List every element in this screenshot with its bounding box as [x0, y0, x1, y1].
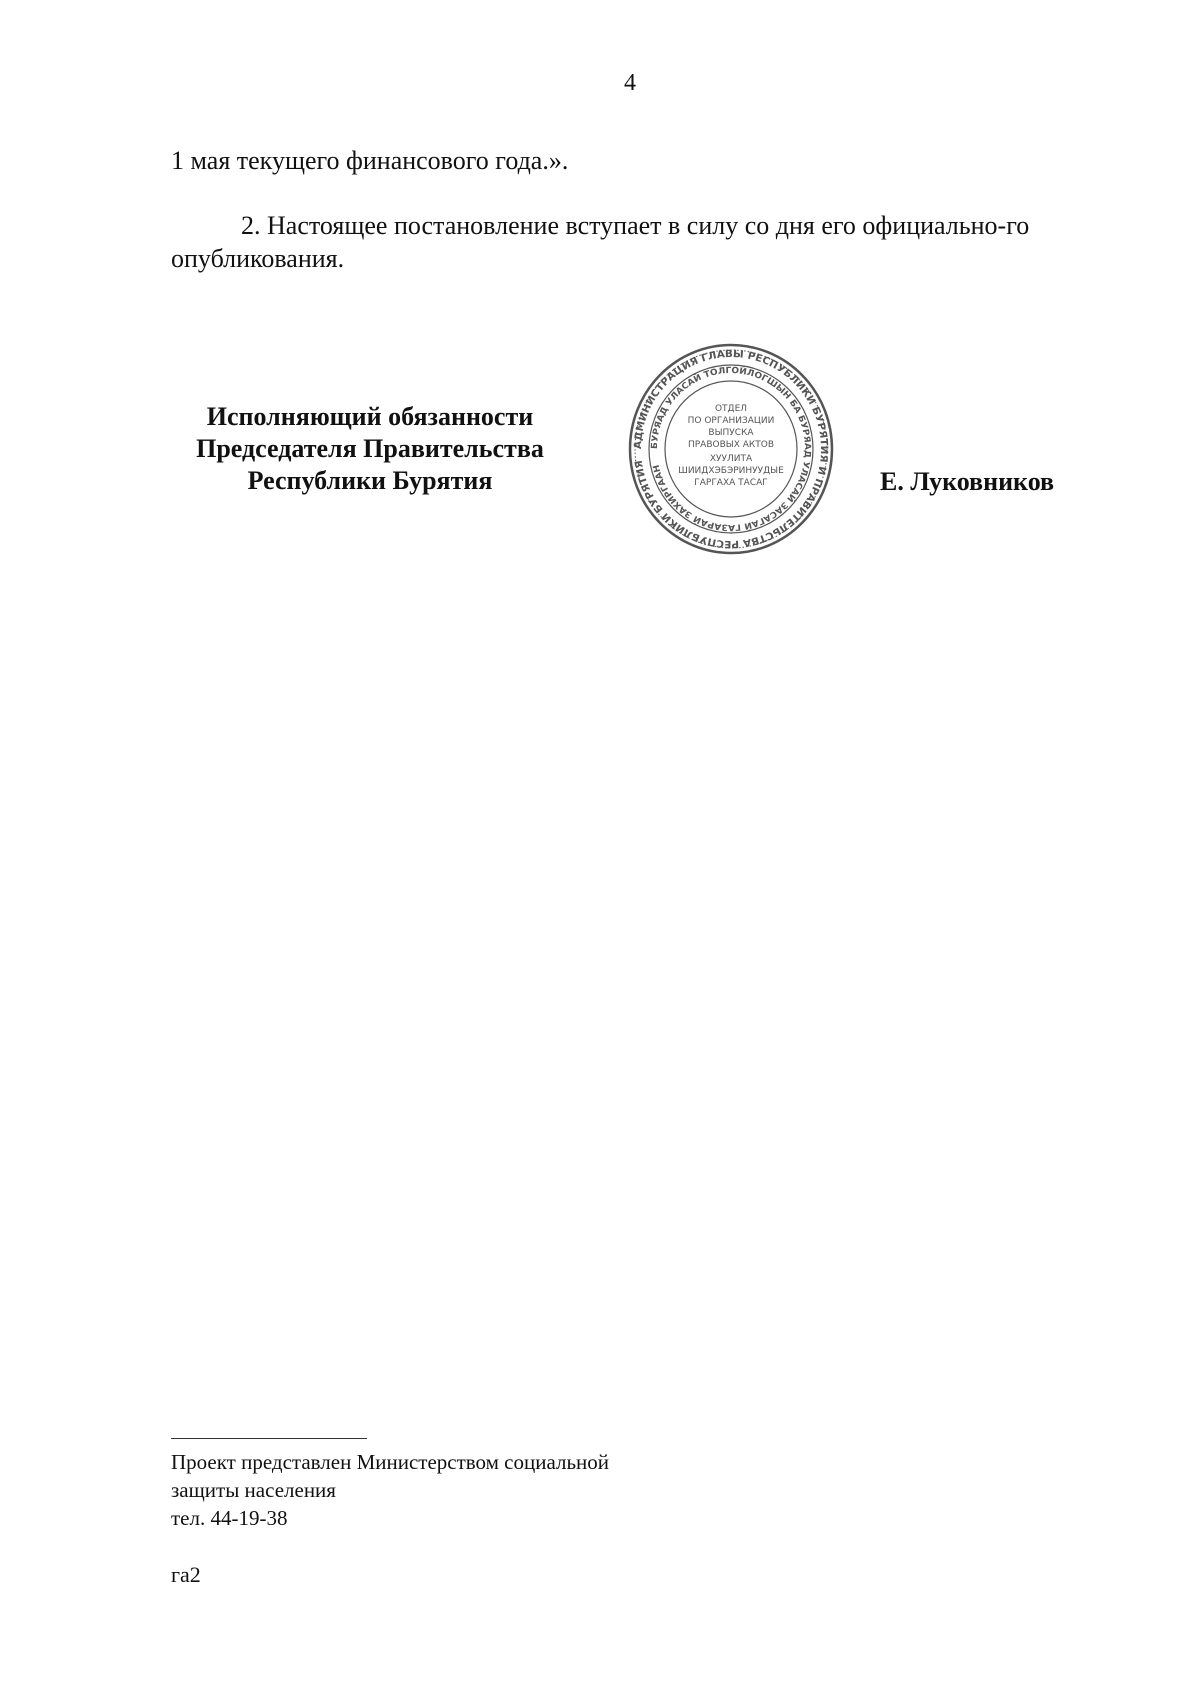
signer-title-line-1: Исполняющий обязанности — [206, 402, 534, 431]
signer-title-line-2: Председателя Правительства — [196, 434, 544, 463]
footnote — [171, 1448, 771, 1532]
signer-title-line-3: Республики Бурятия — [247, 466, 493, 495]
seal-outer-text: АДМИНИСТРАЦИЯ ГЛАВЫ РЕСПУБЛИКИ БУРЯТИЯ И ПРАВИТЕЛЬСТВА РЕСПУБЛИКИ БУРЯТИЯ — [632, 348, 830, 550]
seal-center-line-1: ОТДЕЛ — [714, 404, 748, 414]
footnote-line-3: тел. 44-19-38 — [171, 1506, 288, 1530]
footnote-line-2: защиты населения — [171, 1478, 336, 1502]
official-seal — [628, 343, 834, 555]
seal-center-line-3: ВЫПУСКА — [708, 428, 754, 438]
seal-center-line-6: ШИИДХЭБЭРИНУУДЫЕ — [678, 466, 784, 476]
paragraph-2: 2. Настоящее постановление вступает в силу со дня его официально-го опубликования. — [171, 211, 1030, 273]
seal-center-line-7: ГАРГАХА ТАСАГ — [694, 478, 768, 488]
footnote-line-1: Проект представлен Министерством социальной — [171, 1450, 610, 1474]
seal-center-line-4: ПРАВОВЫХ АКТОВ — [687, 440, 775, 450]
paragraph-1: 1 мая текущего финансового года.». — [171, 146, 569, 175]
footnote-divider — [171, 1438, 367, 1439]
seal-inner-text: БУРЯАД УЛАСАЙ ТОЛГОЙЛОГШЫН БА БУРЯАД УЛАСАЙ ЗАСАГАЙ ГАЗАРАЙ ЗАХИРГААН — [649, 365, 813, 533]
signer-title — [170, 401, 570, 497]
seal-center-line-2: ПО ОРГАНИЗАЦИИ — [687, 416, 775, 426]
seal-center-line-5: ХУУЛИТА — [709, 454, 753, 464]
document-code: га2 — [171, 1562, 201, 1587]
signer-name: Е. Луковников — [880, 467, 1055, 496]
page-number: 4 — [624, 70, 636, 96]
